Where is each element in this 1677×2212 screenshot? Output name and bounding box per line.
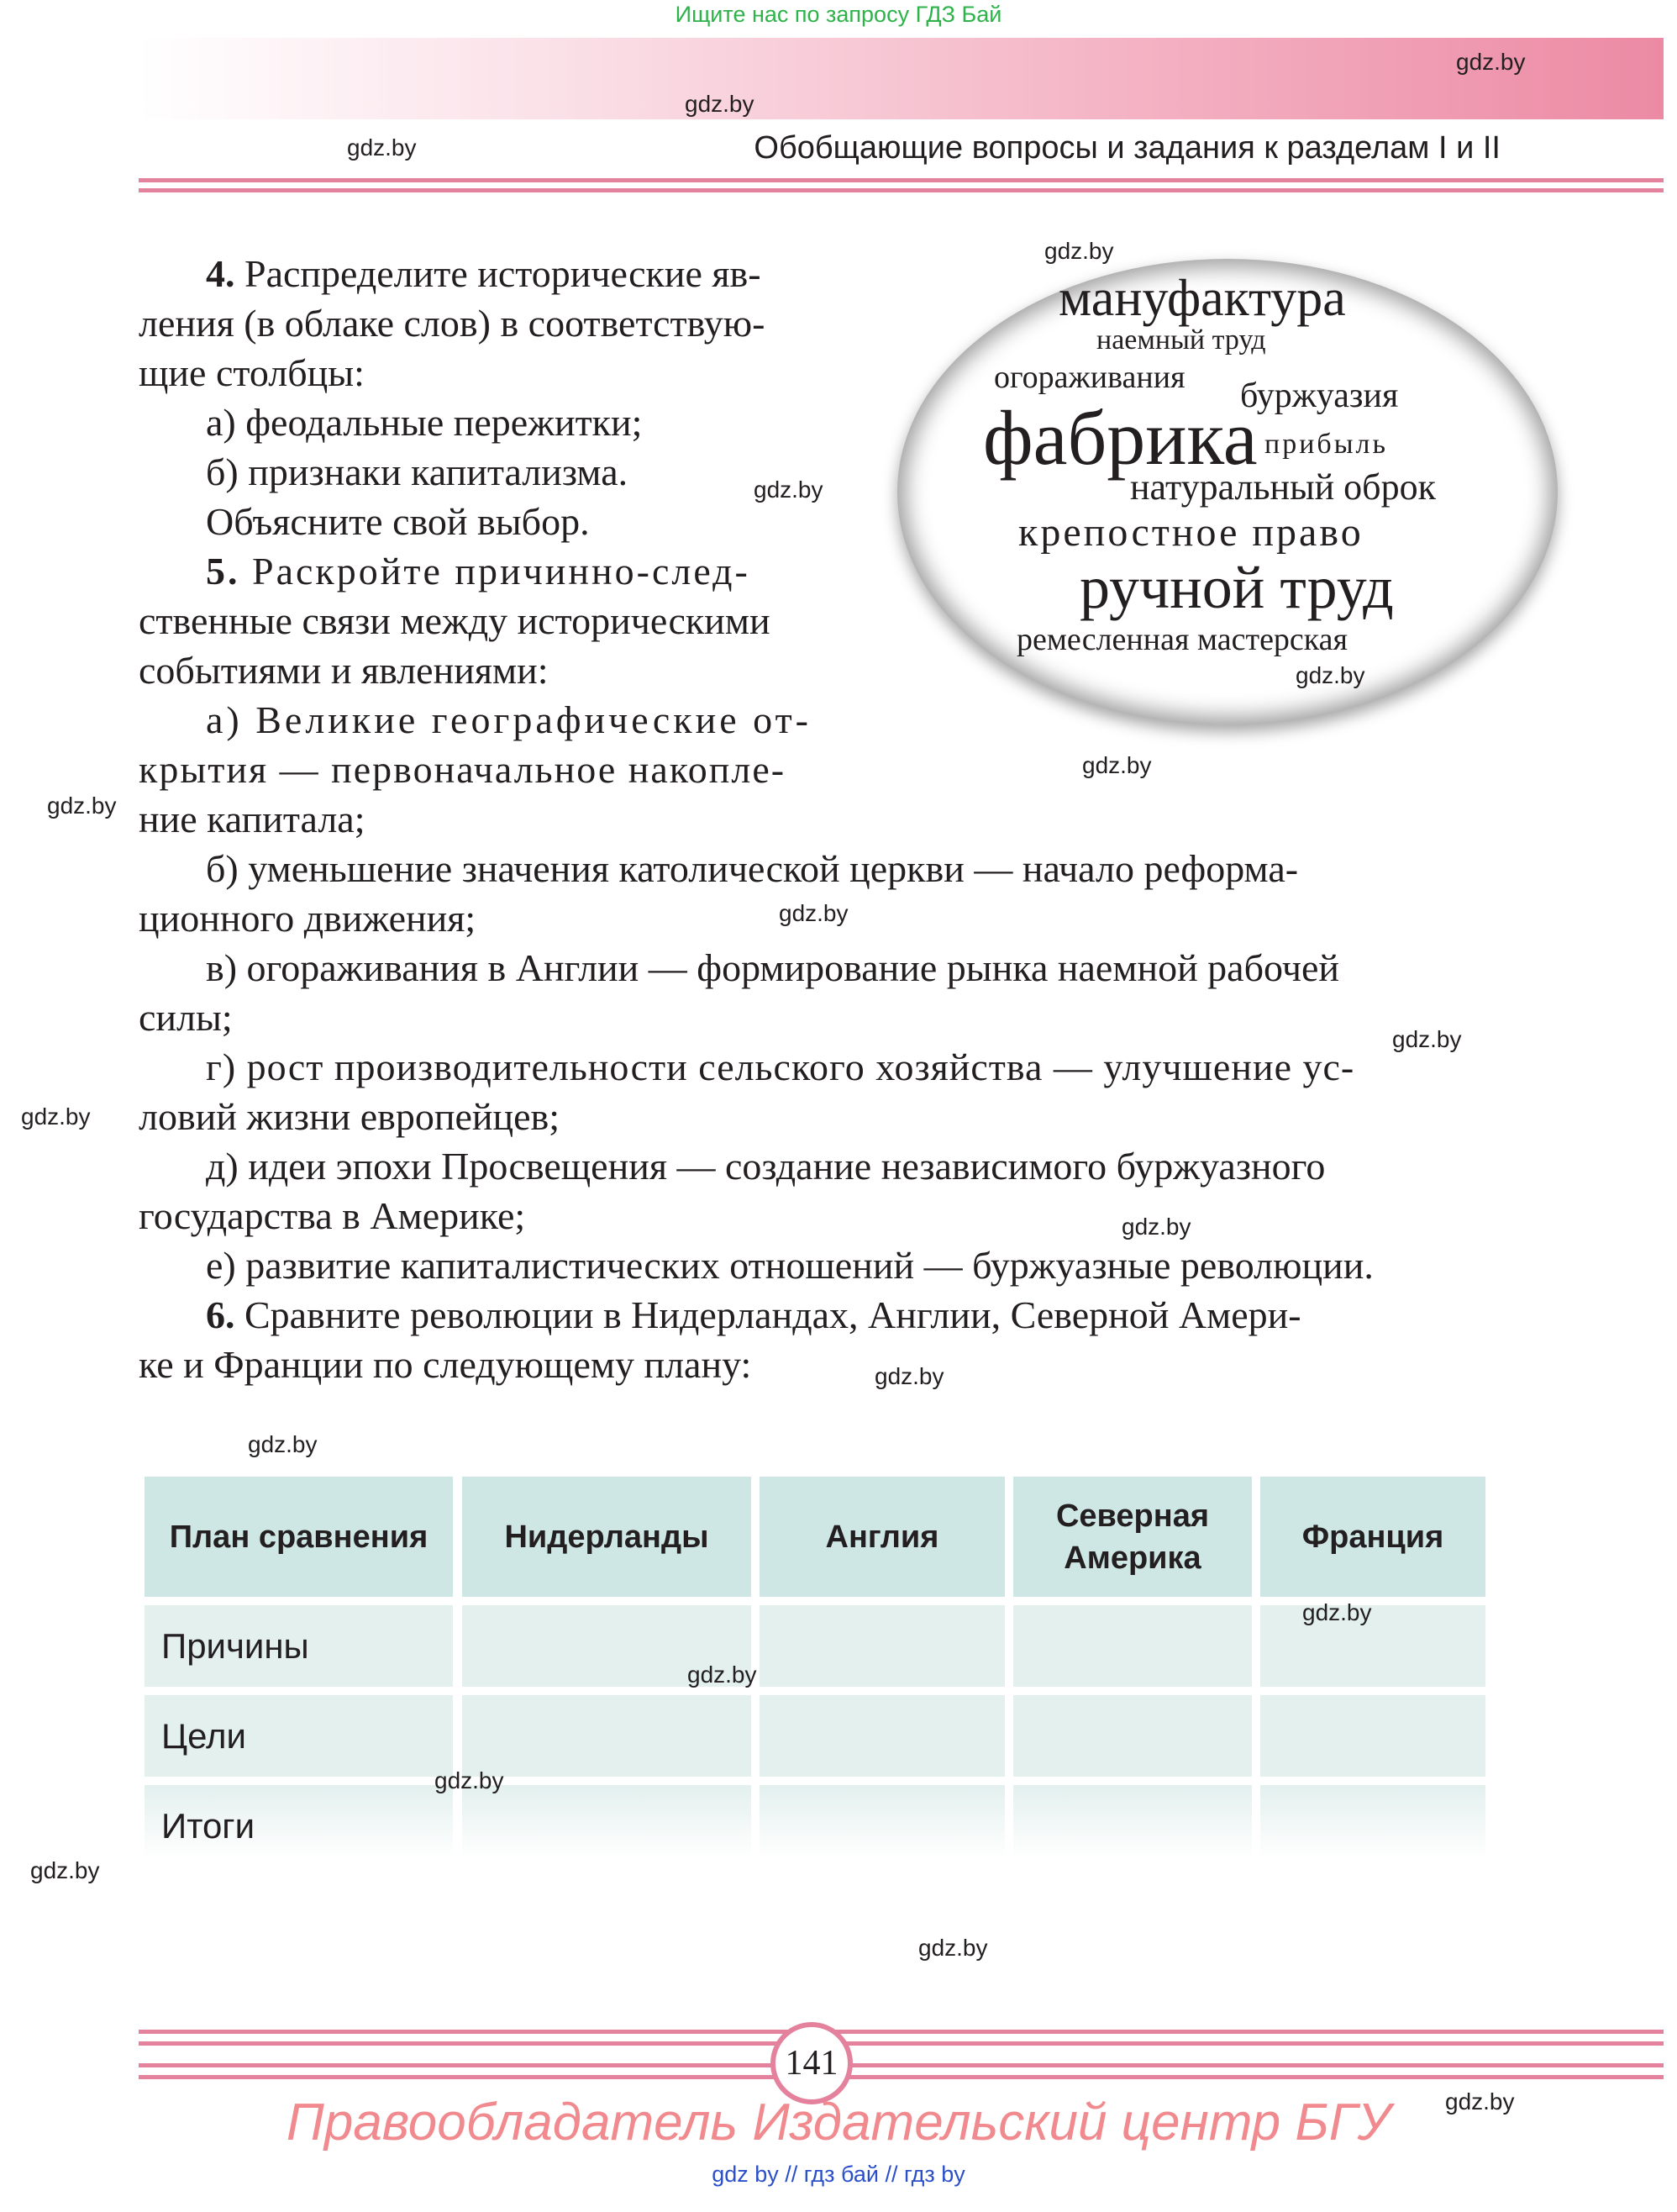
footer-rule-3 — [139, 2063, 1664, 2067]
watermark[interactable]: gdz.by — [434, 1767, 504, 1793]
cloud-word-fabrika: фабрика — [983, 395, 1258, 481]
table-cell — [1260, 1785, 1485, 1858]
watermark[interactable]: gdz.by — [918, 1935, 988, 1961]
watermark[interactable]: gdz.by — [687, 1662, 757, 1688]
watermark[interactable]: gdz.by — [1296, 662, 1365, 688]
task5-line-3: событиями и явлениями: — [139, 649, 549, 692]
task4-line-1 — [206, 249, 761, 298]
watermark[interactable]: gdz.by — [685, 91, 754, 117]
watermark[interactable]: gdz.by — [1392, 1026, 1462, 1052]
top-search-banner[interactable]: Ищите нас по запросу ГДЗ Бай — [675, 2, 1002, 27]
table-row-label-goals: Цели — [161, 1716, 247, 1756]
watermark[interactable]: gdz.by — [1044, 238, 1114, 264]
footer-rule-4 — [139, 2075, 1664, 2079]
table-header-england: Англия — [760, 1477, 1005, 1597]
table-cell — [1260, 1605, 1485, 1687]
table-cell — [1013, 1785, 1252, 1858]
watermark[interactable]: gdz.by — [1122, 1214, 1191, 1240]
task5-d-line-1: д) идеи эпохи Просвещения — создание независимого буржуазного — [206, 1145, 1326, 1188]
cloud-word-pribyl: прибыль — [1264, 429, 1389, 460]
task5-v-line-1: в) огораживания в Англии — формирование рынка наемной рабочей — [206, 946, 1339, 989]
table-cell — [760, 1785, 1005, 1858]
task6-text-1: Сравните революции в Нидерландах, Англии, Северной Амери- — [244, 1293, 1301, 1336]
table-row-label-causes: Причины — [161, 1626, 309, 1666]
table-header-netherlands: Нидерланды — [462, 1477, 751, 1597]
page-number: 141 — [785, 2044, 838, 2083]
watermark[interactable]: gdz.by — [347, 134, 417, 161]
watermark[interactable]: gdz.by — [1456, 49, 1526, 75]
cloud-word-burzhuaziya: буржуазия — [1240, 377, 1399, 415]
header-rule-top — [139, 178, 1664, 182]
table-cell — [760, 1605, 1005, 1687]
footer-rule-1 — [139, 2030, 1664, 2034]
task4-line-2: ления (в облаке слов) в соответствую- — [139, 302, 765, 345]
task5-e-line-1: е) развитие капиталистических отношений — буржуазные революции. — [206, 1244, 1374, 1287]
table-cell — [462, 1695, 751, 1777]
table-cell — [1013, 1695, 1252, 1777]
task4-option-b: б) признаки капитализма. — [206, 450, 628, 493]
task4-explain: Объясните свой выбор. — [206, 500, 590, 543]
task5-b-line-1: б) уменьшение значения католической церкви — начало реформа- — [206, 847, 1299, 890]
task5-text-1: Раскройте причинно-след- — [252, 550, 750, 592]
table-cell — [462, 1785, 751, 1858]
cloud-word-ogorazhivaniya: огораживания — [994, 360, 1185, 395]
task5-number: 5. — [206, 550, 240, 592]
task4-option-a: а) феодальные пережитки; — [206, 401, 643, 444]
cloud-word-ruchnoy-trud: ручной труд — [1080, 554, 1394, 621]
comparison-table — [145, 1477, 1485, 1858]
table-header-france: Франция — [1260, 1477, 1485, 1597]
task5-d-line-2: государства в Америке; — [139, 1194, 526, 1237]
watermark[interactable]: gdz.by — [754, 477, 823, 503]
watermark[interactable]: gdz.by — [875, 1363, 944, 1389]
task5-g-line-1: г) рост производительности сельского хозяйства — улучшение ус- — [206, 1045, 1355, 1088]
task4-text-1: Распределите исторические яв- — [244, 252, 761, 295]
table-header-plan: План сравнения — [145, 1477, 453, 1597]
table-cell — [760, 1695, 1005, 1777]
section-title: Обобщающие вопросы и задания к разделам I и II — [754, 130, 1501, 166]
watermark[interactable]: gdz.by — [21, 1103, 91, 1130]
task5-b-line-2: ционного движения; — [139, 897, 476, 940]
table-header-north-america: Северная Америка — [1013, 1477, 1252, 1597]
cloud-word-manufaktura: мануфактура — [1059, 270, 1346, 327]
footer-links[interactable]: gdz by // гдз бай // гдз by — [712, 2162, 965, 2187]
watermark[interactable]: gdz.by — [30, 1857, 100, 1883]
task5-line-1 — [206, 546, 750, 596]
cloud-word-naemny-trud: наемный труд — [1096, 324, 1266, 356]
task4-line-3: щие столбцы: — [139, 351, 365, 394]
task5-g-line-2: ловий жизни европейцев; — [139, 1095, 560, 1138]
table-cell — [1013, 1605, 1252, 1687]
watermark[interactable]: gdz.by — [47, 793, 117, 819]
cloud-word-krepostnoe-pravo: крепостное право — [1018, 510, 1364, 555]
watermark[interactable]: gdz.by — [779, 900, 849, 926]
task4-number: 4. — [206, 252, 235, 295]
task5-a-line-1: а) Великие географические от- — [206, 698, 812, 741]
header-band — [139, 38, 1664, 119]
watermark[interactable]: gdz.by — [1445, 2088, 1515, 2115]
table-row-label-results: Итоги — [161, 1806, 255, 1846]
task5-a-line-2: крытия — первоначальное накопле- — [139, 748, 786, 791]
task6-line-1 — [206, 1290, 1301, 1340]
cloud-word-remeslennaya-masterskaya: ремесленная мастерская — [1017, 622, 1348, 657]
watermark[interactable]: gdz.by — [248, 1431, 318, 1457]
watermark[interactable]: gdz.by — [1082, 752, 1152, 778]
task5-a-line-3: ние капитала; — [139, 798, 365, 840]
task5-line-2: ственные связи между историческими — [139, 599, 770, 642]
task6-number: 6. — [206, 1293, 235, 1336]
copyright-notice: Правообладатель Издательский центр БГУ — [286, 2094, 1391, 2151]
header-rule-bottom — [139, 188, 1664, 192]
task6-line-2: ке и Франции по следующему плану: — [139, 1343, 752, 1386]
watermark[interactable]: gdz.by — [1302, 1599, 1372, 1625]
table-cell — [1260, 1695, 1485, 1777]
cloud-word-naturalny-obrok: натуральный оброк — [1130, 466, 1436, 508]
task5-v-line-2: силы; — [139, 996, 233, 1039]
footer-rule-2 — [139, 2041, 1664, 2046]
